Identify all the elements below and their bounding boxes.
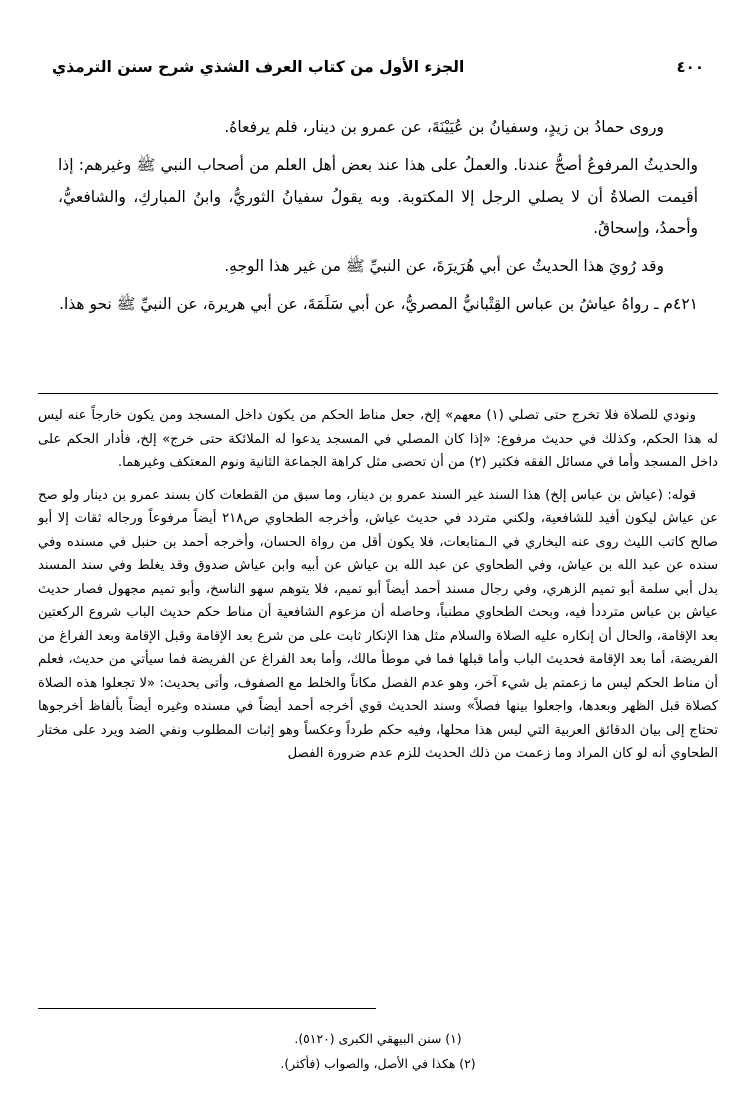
footnote-divider bbox=[38, 1008, 376, 1009]
main-paragraph: وروى حمادُ بن زيدٍ، وسفيانُ بن عُيَيْنَةَ، عن عمرو بن دينار، فلم يرفعاهُ. bbox=[224, 118, 664, 136]
hadith-entry: ٤٢١م ـ رواهُ عياشُ بن عباس القِتْبانيُّ المصريُّ، عن أبي سَلَمَةَ، عن أبي هريرة، عن النبيِّ ﷺ نحو هذا. bbox=[59, 294, 698, 313]
main-text-block bbox=[58, 112, 698, 327]
page-header bbox=[52, 58, 704, 76]
section-divider bbox=[38, 393, 718, 394]
footnote-item: (١) سنن البيهقي الكبرى (٥١٢٠). bbox=[294, 1031, 462, 1047]
book-title: الجزء الأول من كتاب العرف الشذي شرح سنن الترمذي bbox=[52, 58, 465, 76]
footnote-item: (٢) هكذا في الأصل، والصواب (فأكثر). bbox=[280, 1056, 476, 1072]
commentary-block bbox=[38, 404, 718, 775]
page-number: ٤٠٠ bbox=[676, 58, 704, 76]
commentary-paragraph: قوله: (عياش بن عباس إلخ) هذا السند غير السند عمرو بن دينار، وما سبق من القطعات كان بسند عمرو بن دينار ولو صح عن عياش ليكون أفيد للشافعية، ولكني متردد في حديث عياش، وأخرجه الطحاوي ص٢١٨ أيضاً مرفوعاً ورجاله ثقات إلا أبو صالح كاتب الليث روى عنه البخاري في الـمتابعات، فلا يكون أقل من رواة الحسان، وأخرجه أحمد بن حنبل في مسنده وفي سنده عن عبد الله بن عياش، وفي الطحاوي عن عبد الله بن عياش عن أبيه وابن عياش صدوق وقد يغلط وفي سند المسند بدل أبي سلمة أبو تميم الزهري، وفي رجال مسند أحمد أيضاً أبو تميم، فلا يتوهم سهو الناسخ، وأبو تميم مجهول فصار حديث عياش بن عباس مترددأ فيه، وبحث الطحاوي مطنباً، وحاصله أن مزعوم الشافعية أن مناط حكم حديث الباب شروع الركعتين بعد الإقامة، والحال أن إنكاره عليه الصلاة والسلام مثل هذا الإنكار ثابت على من شرع بعد الإقامة وقبل الإقامة وبعد الفراغ من الفريضة، أما بعد الإقامة فحديث الباب وأما قبلها فما في موطأ مالك، وأما بعد الفراغ عن الفريضة فما سيأتي من حديث، فعلم أن مناط الحكم ليس ما زعمتم بل شيء آخر، وهو عدم الفصل مكاناً والخلط مع الصفوف، وأتى بحديث: «لا تجعلوا هذه الصلاة كصلاة قبل الظهر وبعدها، واجعلوا بينها فصلاً» وسند الحديث قوي أخرجه أحمد أيضاً في مسنده وغيره أيضاً بألفاظ أخرجوها تحتاج إلى بيان الدقائق العربية التي ليس هذا محلها، وفيه حكم طرداً وعكساً وهو إثبات المطلوب ونفي الضد ويرد على مختار الطحاوي أنه لو كان المراد وما زعمت من ذلك الحديث للزم عدم ضرورة الفصل bbox=[38, 487, 718, 761]
main-paragraph: والحديثُ المرفوعُ أصحُّ عندنا. والعملُ على هذا عند بعض أهل العلم من أصحاب النبي ﷺ وغيرهم: إذا أقيمت الصلاةُ أن لا يصلي الرجل إلا المكتوبة. وبه يقولُ سفيانُ الثوريُّ، وابنُ المباركِ، والشافعيُّ، وأحمدُ، وإسحاقُ. bbox=[58, 155, 698, 238]
footnotes-block bbox=[38, 1027, 718, 1077]
commentary-paragraph: ونودي للصلاة فلا تخرج حتى تصلي (١) معهم» إلخ، جعل مناط الحكم من يكون داخل المسجد ومن يكون خارجاً عنه ليس له هذا الحكم، وكذلك في حديث مرفوع: «إذا كان المصلي في المسجد يدعوا له الملائكة حتى خرج» إلخ، فأدار الحكم على داخل المسجد وأما في مسائل الفقه فكثير (٢) من أن تحصى مثل كراهة الجماعة الثانية ونوم المعتكف وغيرهما. bbox=[38, 408, 718, 470]
main-paragraph: وقد رُويَ هذا الحديثُ عن أبي هُرَيرَةَ، عن النبيِّ ﷺ من غير هذا الوجهِ. bbox=[224, 257, 664, 276]
